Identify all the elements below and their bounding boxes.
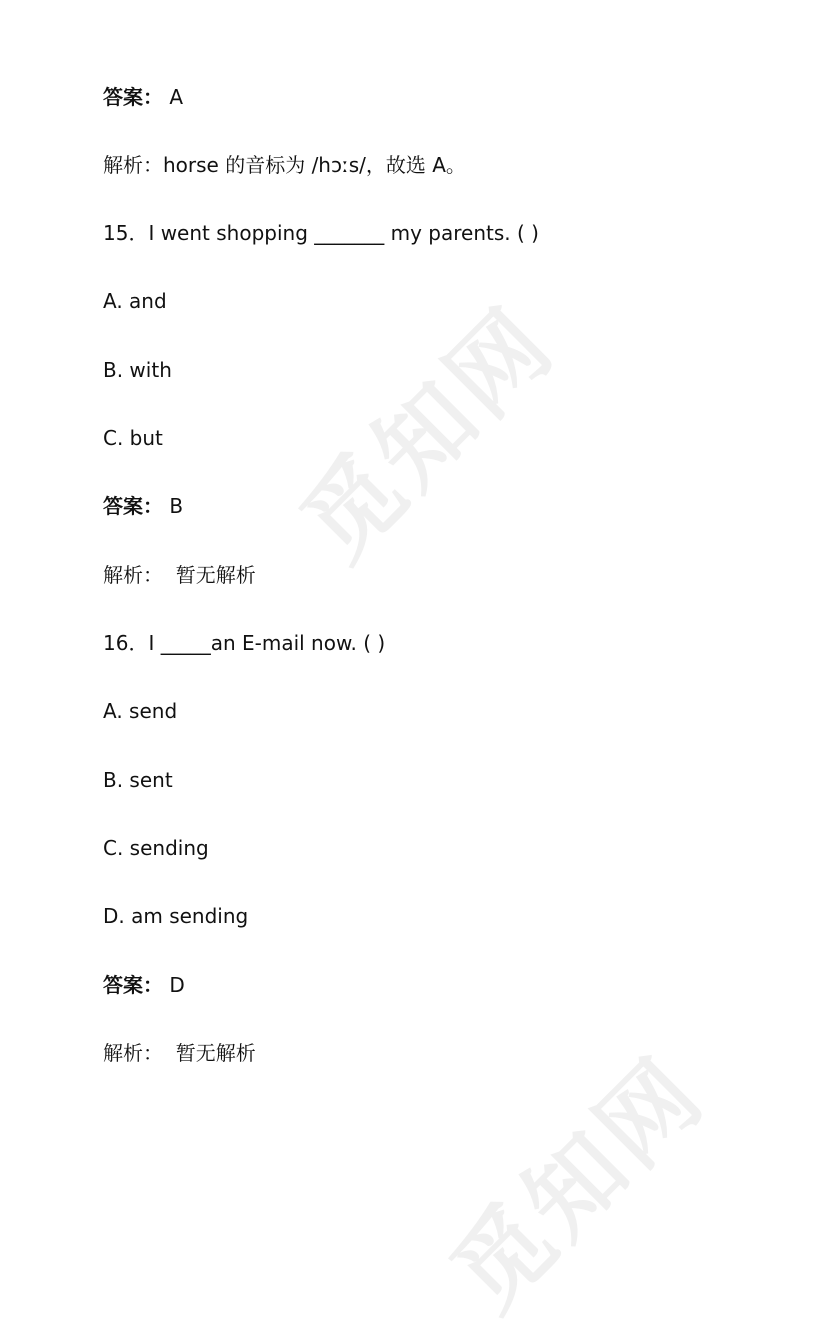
option-16-c: C. sending: [103, 836, 209, 860]
watermark-1: 觅知网: [280, 286, 577, 582]
question-16: 16．I _____an E-mail now. ( ): [103, 631, 386, 655]
explanation-q16: 解析： 暂无解析: [103, 1041, 256, 1065]
answer-value: D: [169, 973, 185, 997]
answer-line-q16: [103, 972, 185, 998]
option-15-a: A. and: [103, 289, 167, 313]
option-15-c: C. but: [103, 426, 163, 450]
explanation-q15: 解析： 暂无解析: [103, 563, 256, 587]
answer-value: A: [169, 85, 184, 109]
answer-label: 答案：: [103, 85, 163, 109]
answer-label: 答案：: [103, 973, 163, 997]
answer-line-q14: [103, 84, 183, 110]
answer-label: 答案：: [103, 494, 163, 518]
option-16-d: D. am sending: [103, 904, 249, 928]
explanation-q14: 解析：horse 的音标为 /hɔːs/，故选 A。: [103, 153, 466, 177]
option-16-a: A. send: [103, 699, 178, 723]
watermark-2: 觅知网: [430, 1036, 727, 1332]
option-16-b: B. sent: [103, 768, 173, 792]
answer-value: B: [169, 494, 184, 518]
option-15-b: B. with: [103, 358, 172, 382]
question-15: 15．I went shopping _______ my parents. ( ): [103, 221, 539, 245]
answer-line-q15: [103, 493, 183, 519]
